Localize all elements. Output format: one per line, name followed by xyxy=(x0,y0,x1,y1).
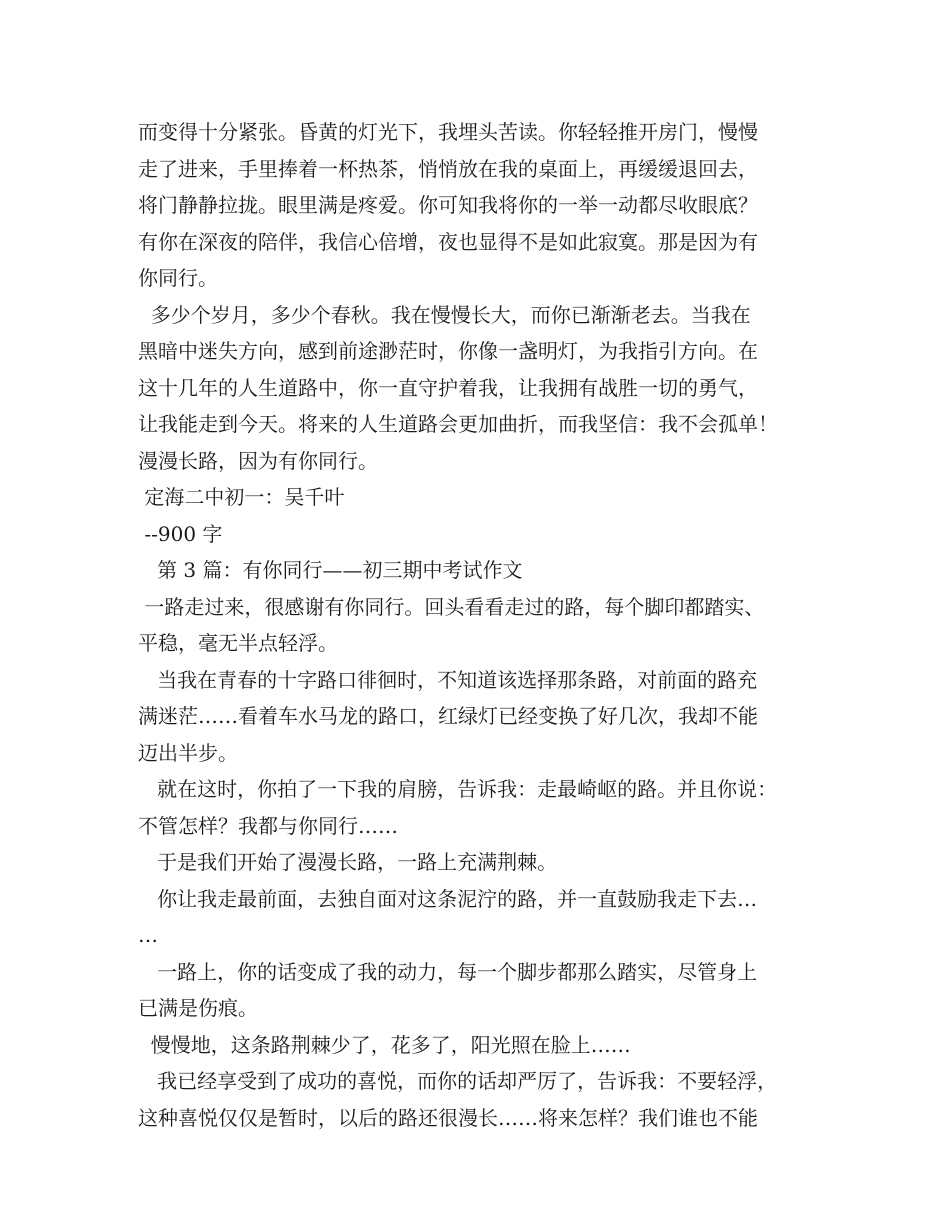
text-line: 慢慢地，这条路荆棘少了，花多了，阳光照在脸上…… xyxy=(138,1032,631,1057)
text-line: 将门静静拉拢。眼里满是疼爱。你可知我将你的一举一动都尽收眼底？ xyxy=(138,193,758,217)
text-line: 这十几年的人生道路中，你一直守护着我，让我拥有战胜一切的勇气， xyxy=(138,375,758,400)
author-line: 定海二中初一：吴千叶 xyxy=(138,485,345,509)
text-line: 一路上，你的话变成了我的动力，每一个脚步都那么踏实，尽管身上 xyxy=(138,959,758,984)
document-body xyxy=(138,114,828,1136)
text-line: 当我在青春的十字路口徘徊时，不知道该选择那条路，对前面的路充 xyxy=(138,667,758,692)
text-line: 而变得十分紧张。昏黄的灯光下，我埋头苦读。你轻轻推开房门，慢慢 xyxy=(138,120,758,144)
text-line: 你让我走最前面，去独自面对这条泥泞的路，并一直鼓励我走下去… xyxy=(138,886,758,911)
text-line: 一路走过来，很感谢有你同行。回头看看走过的路，每个脚印都踏实、 xyxy=(138,594,765,619)
text-line: 平稳，毫无半点轻浮。 xyxy=(138,631,338,655)
text-line: 黑暗中迷失方向，感到前途渺茫时，你像一盏明灯，为我指引方向。在 xyxy=(138,339,758,363)
text-line: 多少个岁月，多少个春秋。我在慢慢长大，而你已渐渐老去。当我在 xyxy=(138,302,751,327)
text-line: 走了进来，手里捧着一杯热茶，悄悄放在我的桌面上，再缓缓退回去， xyxy=(138,156,758,181)
text-line: … xyxy=(138,923,158,947)
text-line: 于是我们开始了漫漫长路，一路上充满荆棘。 xyxy=(138,850,558,874)
section-heading: 第 3 篇：有你同行——初三期中考试作文 xyxy=(138,558,523,582)
text-line: 迈出半步。 xyxy=(138,740,238,765)
text-line: 就在这时，你拍了一下我的肩膀，告诉我：走最崎岖的路。并且你说： xyxy=(138,777,778,801)
text-line: 我已经享受到了成功的喜悦，而你的话却严厉了，告诉我：不要轻浮， xyxy=(138,1069,778,1093)
text-line: 已满是伤痕。 xyxy=(138,996,258,1020)
text-line: 漫漫长路，因为有你同行。 xyxy=(138,448,378,473)
word-count: --900 字 xyxy=(138,521,223,546)
text-line: 让我能走到今天。将来的人生道路会更加曲折，而我坚信：我不会孤单！ xyxy=(138,412,778,436)
text-line: 满迷茫……看着车水马龙的路口，红绿灯已经变换了好几次，我却不能 xyxy=(138,704,758,728)
text-line: 你同行。 xyxy=(138,266,218,290)
text-line: 不管怎样？我都与你同行…… xyxy=(138,813,398,838)
text-line: 这种喜悦仅仅是暂时，以后的路还很漫长……将来怎样？我们谁也不能 xyxy=(138,1105,758,1130)
text-line: 有你在深夜的陪伴，我信心倍增，夜也显得不是如此寂寞。那是因为有 xyxy=(138,229,758,254)
